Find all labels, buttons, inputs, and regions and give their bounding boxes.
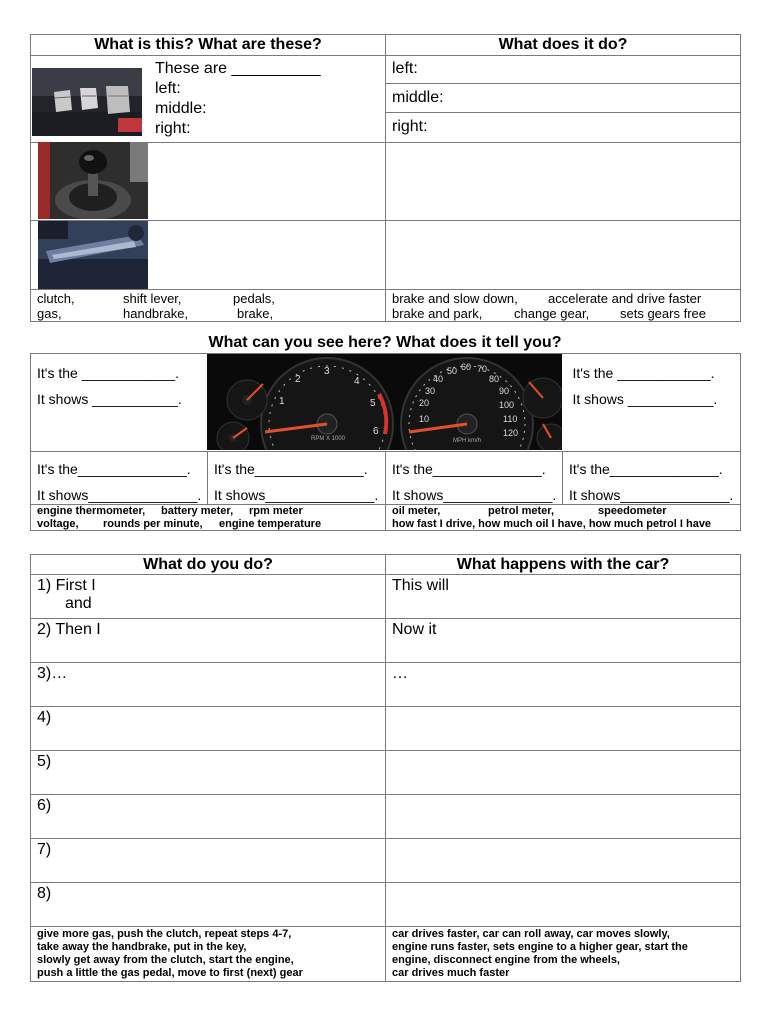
mph-tick-40: 40 (433, 374, 444, 384)
mph-tick-100: 100 (499, 400, 515, 410)
word-oil-meter: oil meter, (392, 505, 441, 517)
gauge-answer-cell-4 (563, 452, 741, 505)
header-what-happens: What happens with the car? (386, 555, 741, 575)
rpm-tick-4: 4 (354, 376, 360, 387)
right-label: right: (155, 120, 191, 137)
cell3-its-the: It's the______________. (392, 461, 546, 477)
step-row-7-left: 7) (31, 839, 386, 883)
step-row-5-right (386, 751, 741, 795)
word-bank-right (386, 290, 741, 322)
word-rpm-meter: rpm meter (249, 505, 303, 517)
results-word-line-2: engine runs faster, sets engine to a higher gear, start the (392, 941, 688, 953)
handbrake-answer-cell (386, 221, 741, 290)
top-left-it-shows: It shows ___________. (37, 391, 182, 407)
answer-middle-label: middle: (392, 89, 444, 106)
word-rounds-per-minute: rounds per minute, (103, 518, 203, 530)
mph-tick-60: 60 (461, 362, 472, 372)
pedals-answer-cell (386, 56, 741, 143)
rpm-tick-1: 1 (279, 396, 285, 407)
step-row-8-right (386, 883, 741, 927)
header-what-do-you-do: What do you do? (31, 555, 386, 575)
top-right-its-the: It's the ____________. (572, 365, 715, 381)
middle-label: middle: (155, 100, 207, 117)
results-word-line-4: car drives much faster (392, 967, 510, 979)
step-row-2-left: 2) Then I (31, 619, 386, 663)
steps-word-line-1: give more gas, push the clutch, repeat steps 4-7, (37, 928, 292, 940)
step-row-8-left: 8) (31, 883, 386, 927)
gauge-answer-cell-3 (386, 452, 563, 505)
shift-lever-answer-cell (386, 143, 741, 221)
left-label: left: (155, 80, 181, 97)
steps-word-line-3: slowly get away from the clutch, start the engine, (37, 954, 294, 966)
cell1-its-the: It's the______________. (37, 461, 191, 477)
mph-tick-110: 110 (503, 414, 518, 424)
rpm-tick-6: 6 (373, 426, 379, 437)
steps-word-line-4: push a little the gas pedal, move to first (next) gear (37, 967, 303, 979)
step-row-2-right: Now it (386, 619, 741, 663)
mph-tick-30: 30 (425, 386, 436, 396)
step-row-7-right (386, 839, 741, 883)
answer-left-label: left: (392, 60, 418, 77)
section2-title: What can you see here? What does it tell you? (208, 334, 562, 351)
gauge-answer-cell-1 (31, 452, 208, 505)
word-brake: brake, (237, 306, 274, 321)
dashboard-photo (207, 354, 562, 450)
rpm-tick-2: 2 (295, 374, 301, 385)
mph-tick-70: 70 (477, 364, 488, 374)
shift-lever-photo (38, 142, 148, 219)
rpm-label: RPM X 1000 (311, 436, 346, 442)
header-what-does-it-do: What does it do? (386, 35, 741, 56)
step-row-4-left: 4) (31, 707, 386, 751)
cell2-its-the: It's the______________. (214, 461, 368, 477)
word-brake-slow: brake and slow down, (392, 291, 518, 306)
steps-table (30, 554, 741, 982)
cell1-it-shows: It shows______________. (37, 487, 202, 503)
step-row-4-right (386, 707, 741, 751)
mph-tick-50: 50 (447, 366, 458, 376)
word-voltage: voltage, (37, 518, 79, 530)
mph-tick-10: 10 (419, 414, 430, 424)
handbrake-photo (38, 221, 148, 289)
word-handbrake: handbrake, (123, 306, 189, 321)
word-speedometer: speedometer (598, 505, 667, 517)
cell4-it-shows: It shows______________. (569, 487, 734, 503)
word-petrol-meter: petrol meter, (488, 505, 555, 517)
step-row-1-right: This will (386, 575, 741, 619)
step-1-and: and (65, 595, 92, 612)
step-row-6-left: 6) (31, 795, 386, 839)
dash-word-bank-left (31, 505, 386, 531)
steps-word-bank-right (386, 927, 741, 982)
pedals-photo (32, 68, 142, 136)
answer-right-label: right: (392, 118, 428, 135)
word-shift-lever: shift lever, (123, 291, 182, 306)
steps-word-bank-left (31, 927, 386, 982)
mph-tick-120: 120 (503, 428, 519, 438)
word-clutch: clutch, (37, 291, 75, 306)
word-change-gear: change gear, (514, 306, 590, 321)
steps-word-line-2: take away the handbrake, put in the key, (37, 941, 247, 953)
word-pedals: pedals, (233, 291, 275, 306)
step-row-6-right (386, 795, 741, 839)
word-engine-temperature: engine temperature (219, 518, 322, 530)
cell2-it-shows: It shows______________. (214, 487, 379, 503)
word-how-fast: how fast I drive, how much oil I have, how much petrol I have (392, 518, 712, 530)
mph-label: MPH km/h (453, 438, 482, 444)
mph-tick-80: 80 (489, 374, 500, 384)
word-brake-park: brake and park, (392, 306, 483, 321)
top-left-cell (31, 354, 208, 452)
dash-word-bank-right (386, 505, 741, 531)
results-word-line-3: engine, disconnect engine from the wheels, (392, 954, 620, 966)
word-accelerate: accelerate and drive faster (548, 291, 702, 306)
these-are-label: These are __________ (155, 60, 321, 77)
step-row-1-left (31, 575, 386, 619)
word-bank-left (31, 290, 386, 322)
header-what-is-this: What is this? What are these? (31, 35, 386, 56)
top-right-cell (563, 354, 741, 452)
word-gas: gas, (37, 306, 62, 321)
top-left-its-the: It's the ____________. (37, 365, 180, 381)
word-engine-thermometer: engine thermometer, (37, 505, 146, 517)
cell3-it-shows: It shows______________. (392, 487, 557, 503)
rpm-tick-5: 5 (370, 398, 376, 409)
top-right-it-shows: It shows ___________. (572, 391, 718, 407)
step-row-5-left: 5) (31, 751, 386, 795)
word-battery-meter: battery meter, (161, 505, 234, 517)
cell4-its-the: It's the______________. (569, 461, 723, 477)
step-1-text: 1) First I (37, 577, 96, 594)
word-sets-gears-free: sets gears free (620, 306, 706, 321)
results-word-line-1: car drives faster, car can roll away, car moves slowly, (392, 928, 670, 940)
gauge-answer-cell-2 (208, 452, 386, 505)
rpm-tick-3: 3 (324, 366, 330, 377)
step-row-3-right: … (386, 663, 741, 707)
mph-tick-20: 20 (419, 398, 430, 408)
step-row-3-left: 3)… (31, 663, 386, 707)
mph-tick-90: 90 (499, 386, 510, 396)
